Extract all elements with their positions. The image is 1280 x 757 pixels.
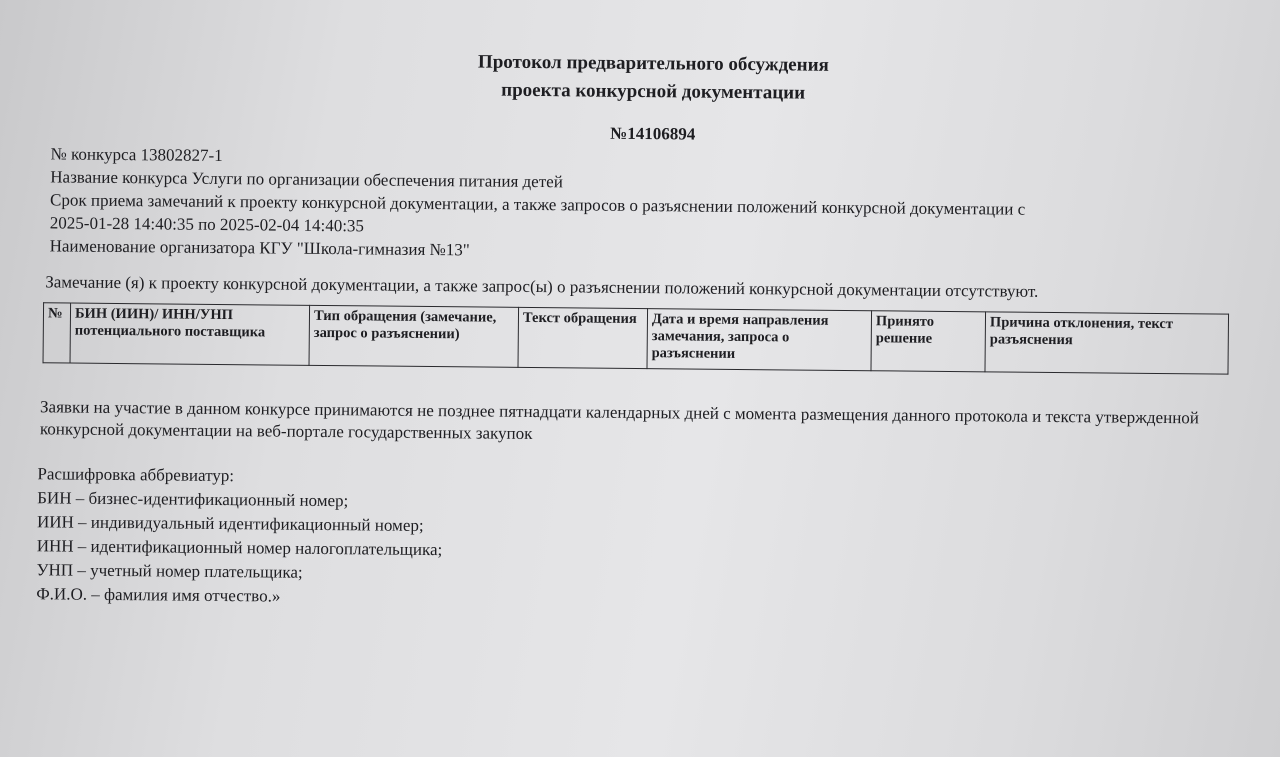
header-rejection-reason: Причина отклонения, текст разъяснения	[985, 312, 1229, 374]
protocol-number: №14106894	[610, 123, 696, 144]
organizer-name: Наименование организатора КГУ "Школа-гимназия №13"	[49, 236, 470, 260]
absence-note: Замечание (я) к проекту конкурсной документации, а также запрос(ы) о разъяснении положений конкурсной документации отсутствуют.	[45, 272, 1039, 301]
comments-table	[43, 302, 1230, 374]
header-number: №	[43, 303, 71, 363]
header-request-text: Текст обращения	[518, 307, 648, 368]
application-notice: Заявки на участие в данном конкурсе принимаются не позднее пятнадцати календарных дней с момента размещения данного протокола и текста утвержденной конкурсной документации на веб-портале государственных закупок	[39, 397, 1200, 443]
deadline-line-1: Срок приема замечаний к проекту конкурсной документации, а также запросов о разъяснении положений конкурсной документации с	[49, 190, 1026, 219]
abbreviations-section	[36, 462, 443, 610]
header-bin: БИН (ИИН)/ ИНН/УНП потенциального поставщика	[70, 303, 310, 365]
title-line-1: Протокол предварительного обсуждения	[477, 51, 829, 76]
header-date-time: Дата и время направления замечания, запроса о разъяснении	[647, 309, 872, 371]
contest-name: Название конкурса Услуги по организации обеспечения питания детей	[50, 167, 563, 192]
table-header-row	[43, 303, 1229, 374]
header-request-type: Тип обращения (замечание, запрос о разъяснении)	[309, 305, 519, 367]
title-line-2: проекта конкурсной документации	[501, 79, 806, 104]
abbreviation-item: УНП – учетный номер плательщика;	[36, 560, 303, 582]
abbreviation-item: БИН – бизнес-идентификационный номер;	[37, 488, 349, 511]
document-title	[13, 44, 1280, 112]
abbreviation-item: Ф.И.О. – фамилия имя отчество.»	[36, 584, 281, 606]
header-decision: Принято решение	[871, 311, 986, 372]
contest-info	[50, 142, 1026, 266]
abbreviation-item: ИНН – идентификационный номер налогоплательщика;	[36, 536, 443, 560]
deadline-line-2: 2025-01-28 14:40:35 по 2025-02-04 14:40:35	[49, 213, 365, 236]
contest-number: № конкурса 13802827-1	[50, 144, 223, 166]
abbreviation-item: ИИН – индивидуальный идентификационный номер;	[36, 512, 424, 535]
document-sheet	[7, 0, 1254, 757]
abbreviations-heading: Расшифровка аббревиатур:	[37, 464, 235, 486]
